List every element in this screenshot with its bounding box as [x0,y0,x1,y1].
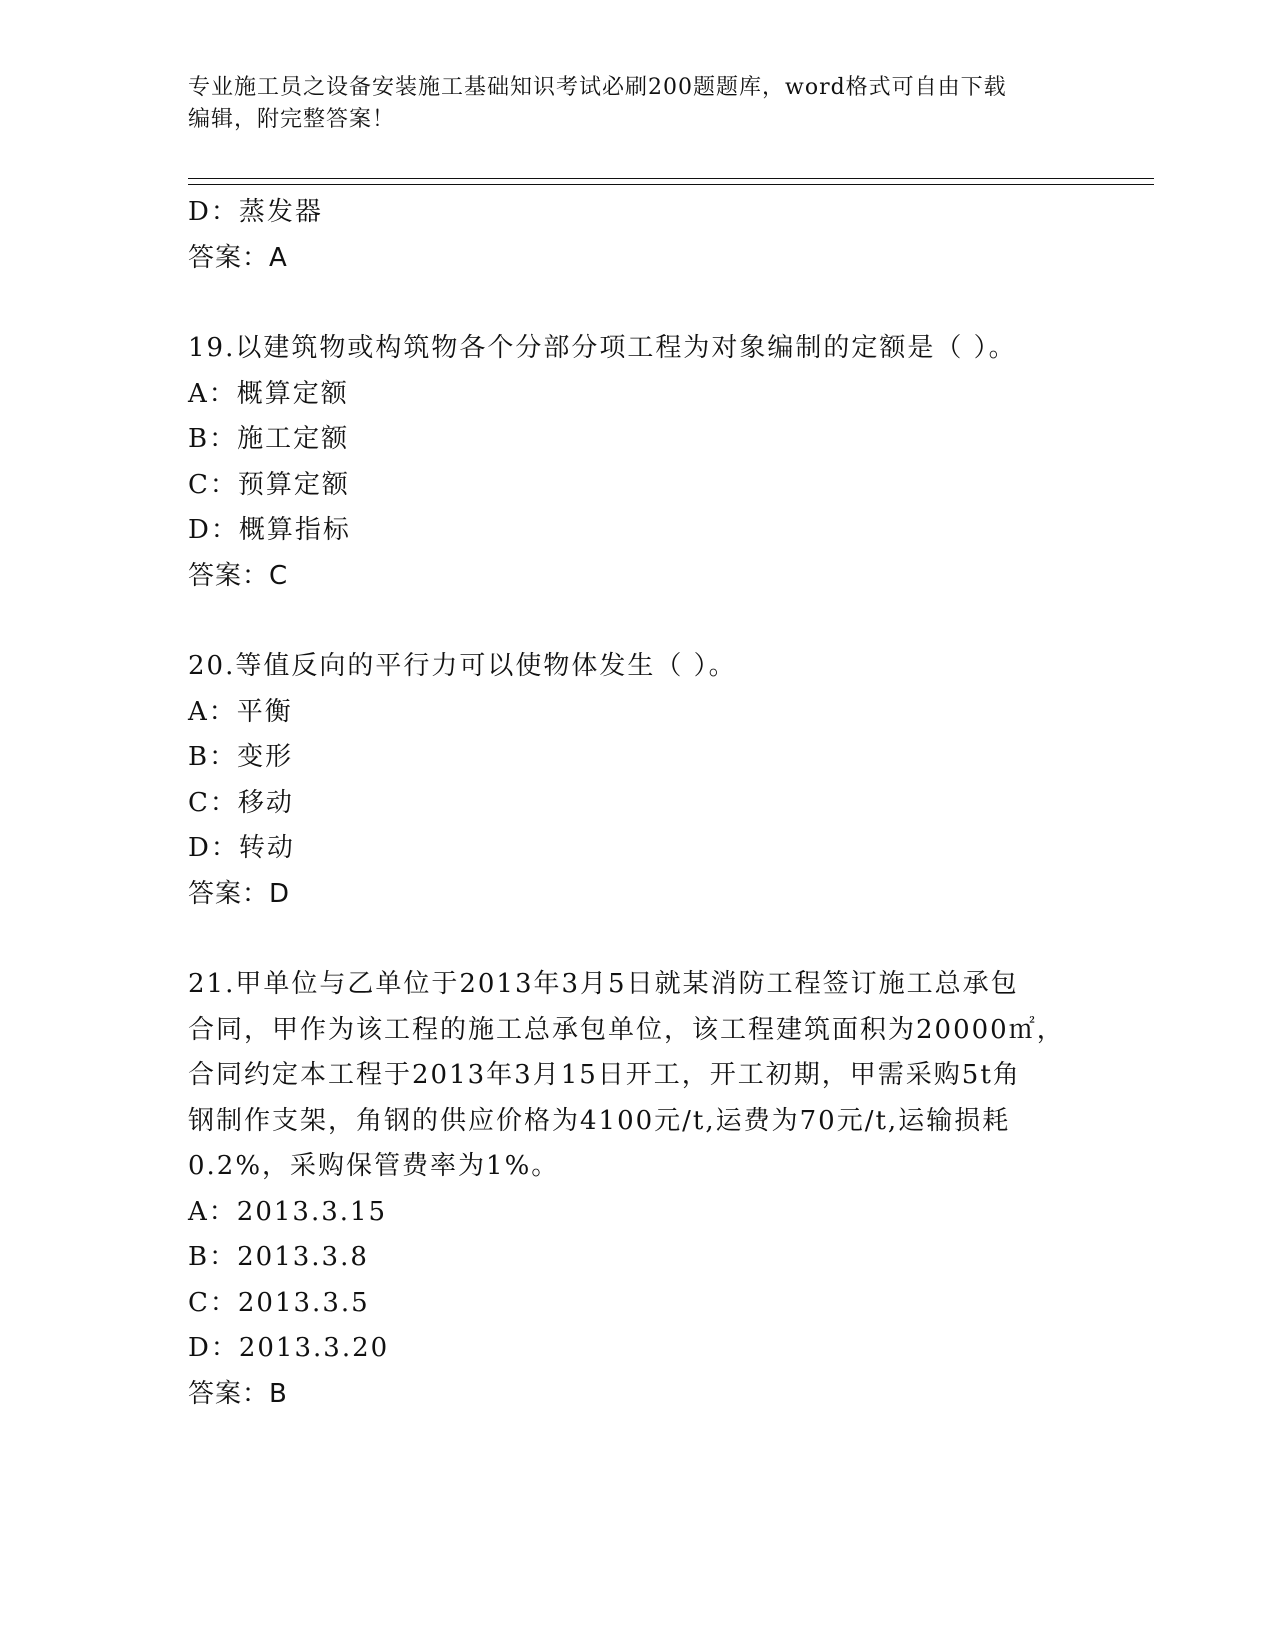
question-stem-line-4: 钢制作支架，角钢的供应价格为4100元/t,运费为70元/t,运输损耗 [188,1105,1011,1136]
option-d: D：2013.3.20 [188,1333,390,1363]
question-19 [188,326,1088,599]
header-divider-bottom [188,184,1154,185]
document-body [188,190,1088,1462]
header-title-line-2: 编辑，附完整答案！ [188,107,396,132]
option-d: D：概算指标 [188,515,351,545]
header-title-line-1: 专业施工员之设备安装施工基础知识考试必刷200题题库，word格式可自由下载 [188,75,1007,100]
option-b: B：变形 [188,742,294,772]
question-stem-line-1: 21.甲单位与乙单位于2013年3月5日就某消防工程签订施工总承包 [188,969,1019,999]
answer-line: 答案：A [188,242,288,273]
option-c: C：2013.3.5 [188,1287,370,1318]
option-d: D：蒸发器 [188,197,323,227]
header-divider-top [188,178,1154,179]
question-stem-line-5: 0.2%，采购保管费率为1%。 [188,1151,560,1181]
answer-line: 答案：C [188,560,289,591]
question-stem-line-3: 合同约定本工程于2013年3月15日开工，开工初期，甲需采购5t角 [188,1060,1021,1090]
question-21 [188,962,1088,1417]
question-18-tail [188,190,1088,281]
question-20 [188,644,1088,917]
answer-line: 答案：B [188,1378,288,1409]
option-d: D：转动 [188,833,295,863]
document-header [188,72,1088,136]
question-stem-line-2: 合同，甲作为该工程的施工总承包单位，该工程建筑面积为20000㎡， [188,1014,1065,1045]
option-a: A：概算定额 [188,378,349,409]
answer-line: 答案：D [188,878,291,909]
option-c: C：预算定额 [188,469,350,500]
question-stem: 19.以建筑物或构筑物各个分部分项工程为对象编制的定额是（ ）。 [188,333,1017,363]
question-stem: 20.等值反向的平行力可以使物体发生（ ）。 [188,651,737,681]
option-b: B：施工定额 [188,424,350,454]
option-c: C：移动 [188,787,294,818]
option-a: A：平衡 [188,696,293,727]
option-a: A：2013.3.15 [188,1196,388,1227]
option-b: B：2013.3.8 [188,1242,369,1272]
